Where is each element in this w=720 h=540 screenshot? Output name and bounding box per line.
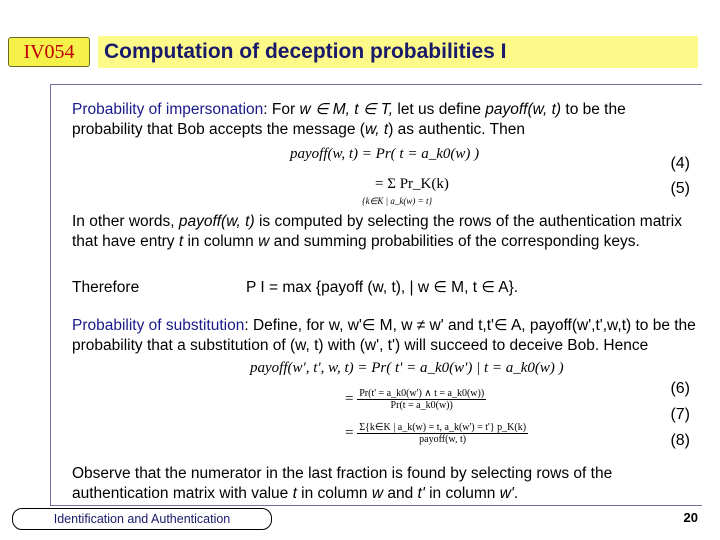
content-left-rule (50, 84, 51, 505)
equation-number-4: (4) (670, 155, 690, 172)
in-other-words-paragraph: In other words, payoff(w, t) is computed by selecting the rows of the authentication matrix that have entry t in column w and summing probabilities of the corresponding keys. (72, 213, 682, 250)
equation-number-8: (8) (670, 432, 690, 449)
content-bottom-rule (50, 505, 702, 506)
equation-8: = $\frac{\Sigma\{k\in K | a\_k(w) = t, a\_k(w') = t'\} p\_K(k)}{\text{payoff(w, t)}}$ (345, 422, 527, 445)
equation-7: = $\frac{Pr(t' = a\_k0(w') \wedge t = a\_k0(w))}{Pr(t = a\_k0(w))}$ (345, 388, 485, 411)
observe-paragraph: Observe that the numerator in the last fraction is found by selecting rows of the authentication matrix with value t in column w and t' in column w'. (72, 465, 613, 502)
content-top-rule (50, 84, 702, 85)
equation-8-numerator: Σ{k∈K | a_k(w) = t, a_k(w') = t'} p_K(k) (359, 422, 527, 433)
pi-formula: P I = max {payoff (w, t), | w ∈ M, t ∈ A}. (246, 279, 519, 296)
equation-7-numerator: Pr(t' = a_k0(w') ∧ t = a_k0(w)) (359, 388, 485, 399)
slide-title: Computation of deception probabilities I (98, 36, 698, 68)
equation-7-denominator: Pr(t = a_k0(w)) (390, 400, 453, 411)
course-code-badge: IV054 (8, 37, 90, 67)
footer-label: Identification and Authentication (12, 508, 272, 530)
equation-number-6: (6) (670, 380, 690, 397)
impersonation-paragraph: Probability of impersonation: For w ∈ M, t ∈ T, let us define payoff(w, t) to be the probability that Bob accepts the message (w, t) as authentic. Then (72, 101, 626, 138)
equation-number-7: (7) (670, 406, 690, 423)
therefore-label: Therefore (72, 279, 140, 296)
equation-5: = Σ Pr_K(k) (375, 176, 449, 192)
substitution-paragraph: Probability of substitution: Define, for w, w'∈ M, w ≠ w' and t,t'∈ A, payoff(w',t',w,t) to be the probability that a substitution of (w, t) with (w', t') will succeed to deceive Bob. Hence (72, 317, 696, 354)
equation-6: payoff(w', t', w, t) = Pr( t' = a_k0(w') | t = a_k0(w) ) (250, 360, 564, 376)
equation-5-subscript: {k∈K | a_k(w) = t} (362, 196, 433, 206)
impersonation-term: Probability of impersonation (72, 101, 264, 118)
page-number: 20 (683, 510, 698, 525)
equation-8-denominator: payoff(w, t) (419, 434, 467, 445)
substitution-term: Probability of substitution (72, 317, 245, 334)
equation-4: payoff(w, t) = Pr( t = a_k0(w) ) (290, 146, 480, 162)
equation-number-5: (5) (670, 180, 690, 197)
